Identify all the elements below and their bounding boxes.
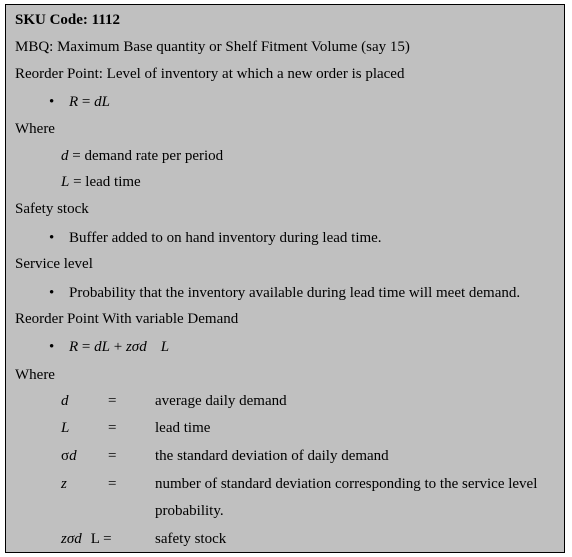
formula-basic: R = dL: [69, 94, 110, 110]
formula-variable: R = dL + zσd L: [69, 339, 170, 355]
bullet-dot: •: [49, 339, 55, 355]
bullet-dot: •: [49, 94, 55, 110]
service-level-heading: Service level: [15, 256, 93, 272]
definition-l: L = lead time: [61, 174, 141, 190]
bullet-dot: •: [49, 285, 55, 301]
where-label-1: Where: [15, 121, 55, 137]
mbq-line: MBQ: Maximum Base quantity or Shelf Fitment Volume (say 15): [15, 39, 410, 55]
bullet-dot: •: [49, 230, 55, 246]
safety-stock-heading: Safety stock: [15, 201, 89, 217]
safety-stock-text: Buffer added to on hand inventory during lead time.: [69, 230, 382, 246]
definition-d: d = demand rate per period: [61, 148, 224, 164]
variable-demand-heading: Reorder Point With variable Demand: [15, 311, 239, 327]
reorder-point-line: Reorder Point: Level of inventory at which a new order is placed: [15, 66, 405, 82]
service-level-text: Probability that the inventory available during lead time will meet demand.: [69, 285, 521, 301]
document-panel: SKU Code: 1112 MBQ: Maximum Base quantity or Shelf Fitment Volume (say 15) Reorder Point: Level of inventory at which a new order is placed • R = dL Where d = demand rate per period L = lead time Safety stock • Buffer added to on hand inventory during lead time. Service level • Probability that the inventory available during lead time will meet demand. Reorder Point With variable Demand • R = dL + zσd L Where d = average daily demand L = lead time σd = the standard deviation of daily demand z = number of standard deviation corresponding to the service level probability. zσd L = safety stock: [5, 4, 565, 553]
where-label-2: Where: [15, 367, 55, 383]
sku-title: SKU Code: 1112: [15, 12, 121, 28]
